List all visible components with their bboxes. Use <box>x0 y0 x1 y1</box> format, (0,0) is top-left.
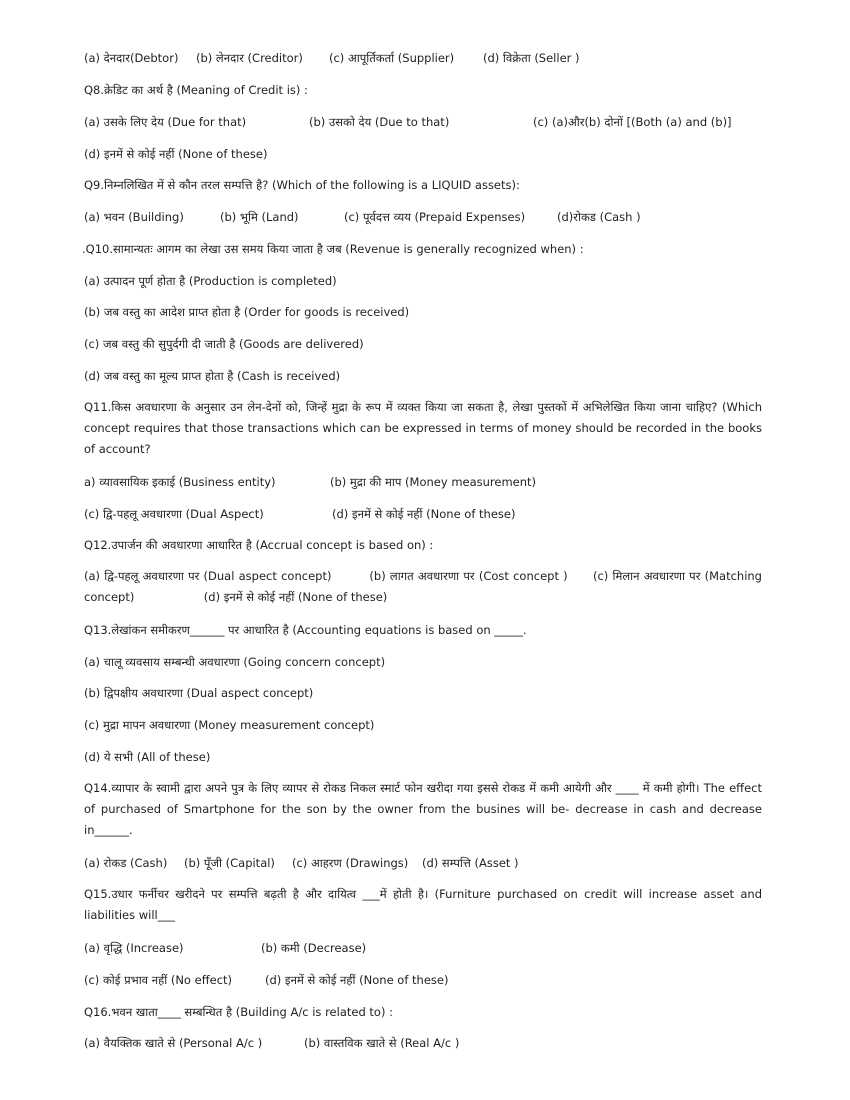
q13-option-d: (d) ये सभी (All of these) <box>84 750 211 764</box>
q16-option-b: (b) वास्तविक खाते से (Real A/c ) <box>304 1036 460 1050</box>
q14-option-d: (d) सम्पत्ति (Asset ) <box>422 856 519 870</box>
q11-question: Q11.किस अवधारणा के अनुसार उन लेन-देनों को, जिन्हें मुद्रा के रूप में व्यक्त किया जा सकता है, लेखा पुस्तकों में अभिलेखित किया जाना चाहिए? (Which concept requires that those transactions which can be expressed in terms of money should be recorded in the books of account? <box>84 400 762 456</box>
q13-option-a: (a) चालू व्यवसाय सम्बन्धी अवधारणा (Going concern concept) <box>84 655 386 669</box>
q11-option-c: (c) द्वि-पहलू अवधारणा (Dual Aspect) <box>84 507 264 521</box>
q15-option-a: (a) वृद्धि (Increase) <box>84 941 184 955</box>
q13-option-c: (c) मुद्रा मापन अवधारणा (Money measurement concept) <box>84 718 375 732</box>
q9-question: Q9.निम्नलिखित में से कौन तरल सम्पत्ति है? (Which of the following is a LIQUID assets): <box>84 178 520 192</box>
q11-options-row1 <box>84 475 536 489</box>
q12-question: Q12.उपार्जन की अवधारणा आधारित है (Accrual concept is based on) : <box>84 538 434 552</box>
q8-option-d: (d) इनमें से कोई नहीं (None of these) <box>84 147 268 161</box>
q15-question: Q15.उधार फर्नीचर खरीदने पर सम्पत्ति बढ़ती है और दायित्व ___में होती है। (Furniture purchased on credit will increase asset and liabilities will___ <box>84 887 762 922</box>
q9-option-a: (a) भवन (Building) <box>84 210 184 224</box>
q8-options-row1 <box>84 115 732 129</box>
q7-options <box>84 51 580 65</box>
q14-option-a: (a) रोकड (Cash) <box>84 856 168 870</box>
q14-options <box>84 856 519 870</box>
q15-options-row2 <box>84 973 448 987</box>
q13-question: Q13.लेखांकन समीकरण______ पर आधारित है (Accounting equations is based on _____. <box>84 623 527 637</box>
q10-option-b: (b) जब वस्तु का आदेश प्राप्त होता है (Order for goods is received) <box>84 305 410 319</box>
q15-option-d: (d) इनमें से कोई नहीं (None of these) <box>265 973 449 987</box>
q14-option-b: (b) पूँजी (Capital) <box>184 856 275 870</box>
q7-option-c: (c) आपूर्तिकर्ता (Supplier) <box>329 51 455 65</box>
q15-option-b: (b) कमी (Decrease) <box>261 941 367 955</box>
q10-option-a: (a) उत्पादन पूर्ण होता है (Production is completed) <box>84 274 337 288</box>
q8-option-c: (c) (a)और(b) दोनों [(Both (a) and (b)] <box>533 115 732 129</box>
q12-options: (a) द्वि-पहलू अवधारणा पर (Dual aspect concept) (b) लागत अवधारणा पर (Cost concept ) (c) मिलान अवधारणा पर (Matching concept) (d) इनमें से कोई नहीं (None of these) <box>84 569 766 604</box>
q7-option-b: (b) लेनदार (Creditor) <box>196 51 303 65</box>
q8-option-a: (a) उसके लिए देय (Due for that) <box>84 115 247 129</box>
q13-option-b: (b) द्विपक्षीय अवधारणा (Dual aspect concept) <box>84 686 314 700</box>
q10-question: .Q10.सामान्यतः आगम का लेखा उस समय किया जाता है जब (Revenue is generally recognized when) : <box>82 242 584 256</box>
q14-question: Q14.व्यापार के स्वामी द्वारा अपने पुत्र के लिए व्यापर से रोकड निकल स्मार्ट फोन खरीदा गया इससे रोकड में कमी आयेगी और ____ में कमी होगी। The effect of purchased of Smartphone for the son by the owner from the busines will be- decrease in cash and decrease in______. <box>84 781 762 837</box>
q16-question: Q16.भवन खाता____ सम्बन्धित है (Building A/c is related to) : <box>84 1005 393 1019</box>
q11-option-b: (b) मुद्रा की माप (Money measurement) <box>330 475 537 489</box>
q11-options-row2 <box>84 507 515 521</box>
q9-option-b: (b) भूमि (Land) <box>220 210 299 224</box>
q10-option-c: (c) जब वस्तु की सुपुर्दगी दी जाती है (Goods are delivered) <box>84 337 364 351</box>
q7-option-a: (a) देनदार(Debtor) <box>84 51 179 65</box>
q8-question: Q8.क्रेडिट का अर्थ है (Meaning of Credit is) : <box>84 83 308 97</box>
q9-option-c: (c) पूर्वदत्त व्यय (Prepaid Expenses) <box>344 210 526 224</box>
q9-options <box>84 210 641 224</box>
q16-options <box>84 1036 459 1050</box>
q15-options-row1 <box>84 941 366 955</box>
q11-option-d: (d) इनमें से कोई नहीं (None of these) <box>332 507 516 521</box>
q15-option-c: (c) कोई प्रभाव नहीं (No effect) <box>84 973 233 987</box>
q10-option-d: (d) जब वस्तु का मूल्य प्राप्त होता है (Cash is received) <box>84 369 341 383</box>
q16-option-a: (a) वैयक्तिक खाते से (Personal A/c ) <box>84 1036 263 1050</box>
q11-option-a: a) व्यावसायिक इकाई (Business entity) <box>84 475 276 489</box>
q8-option-b: (b) उसको देय (Due to that) <box>309 115 450 129</box>
q9-option-d: (d)रोकड (Cash ) <box>557 210 641 224</box>
q7-option-d: (d) विक्रेता (Seller ) <box>483 51 580 65</box>
q14-option-c: (c) आहरण (Drawings) <box>292 856 409 870</box>
